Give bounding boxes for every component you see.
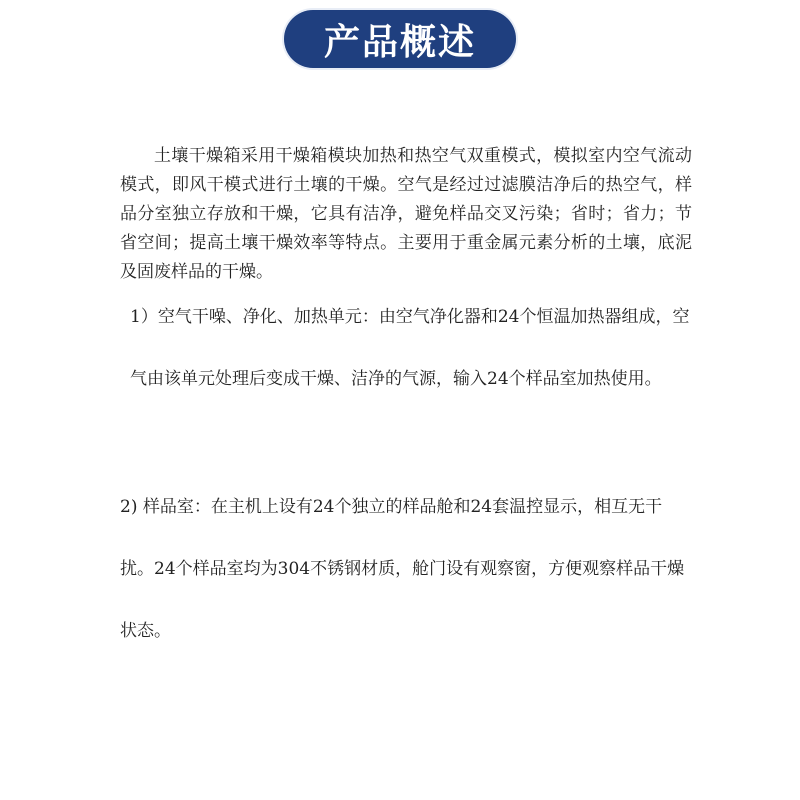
feature-item-air-unit: 1）空气干噪、净化、加热单元：由空气净化器和24个恒温加热器组成，空气由该单元处理后变成干燥、洁净的气源，输入24个样品室加热使用。 [130, 307, 690, 389]
intro-paragraph: 土壤干燥箱采用干燥箱模块加热和热空气双重模式，模拟室内空气流动模式，即风干模式进行土壤的干燥。空气是经过过滤膜洁净后的热空气，样品分室独立存放和干燥，它具有洁净，避免样品交叉污染；省时；省力；节省空间；提高土壤干燥效率等特点。主要用于重金属元素分析的土壤，底泥及固废样品的干燥。 [120, 146, 692, 282]
page-title: 产品概述 [323, 21, 476, 63]
feature-item-sample-chamber: 2) 样品室：在主机上设有24个独立的样品舱和24套温控显示，相互无干扰。24个样品室均为304不锈钢材质，舱门设有观察窗，方便观察样品干燥状态。 [120, 497, 685, 641]
title-banner [284, 10, 516, 68]
